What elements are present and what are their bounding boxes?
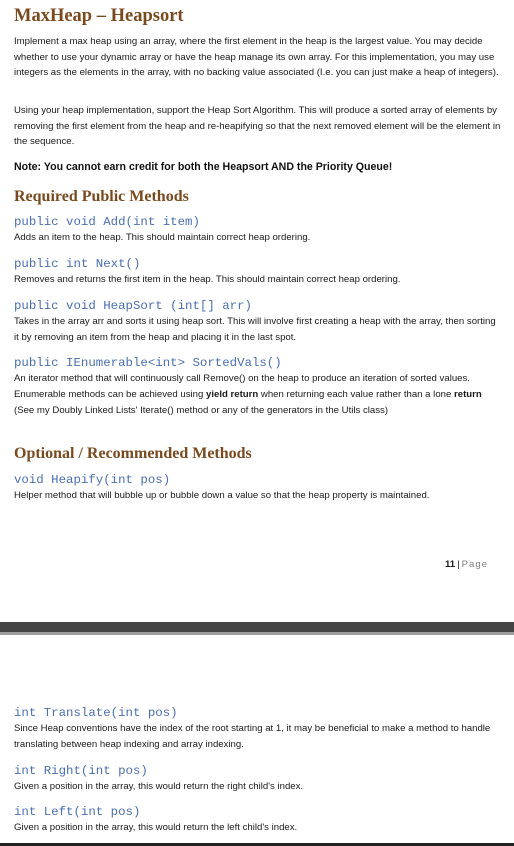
method-signature: public IEnumerable<int> SortedVals() bbox=[14, 356, 282, 370]
required-methods-heading-block bbox=[14, 187, 502, 207]
optional-methods-heading-block bbox=[14, 444, 502, 464]
method-description: Adds an item to the heap. This should maintain correct heap ordering. bbox=[14, 232, 311, 243]
intro-text-2: Using your heap implementation, support the Heap Sort Algorithm. This will produce a sorted array of elements by removing the first element from the heap and re-heapifying so that the next removed element will be the element in the sequence. bbox=[14, 105, 501, 148]
footer-separator: | bbox=[457, 559, 460, 570]
method-description bbox=[14, 371, 502, 419]
method-signature: int Left(int pos) bbox=[14, 805, 141, 819]
document-page-12 bbox=[0, 650, 514, 846]
intro-paragraph-1 bbox=[14, 34, 502, 81]
method-signature: public void Add(int item) bbox=[14, 215, 200, 229]
method-signature: public void HeapSort (int[] arr) bbox=[14, 299, 252, 313]
page-title: MaxHeap – Heapsort bbox=[14, 6, 184, 26]
method-next bbox=[14, 256, 502, 288]
yield-return-keyword: yield return bbox=[206, 389, 259, 400]
description-text: (See my Doubly Linked Lists' Iterate() method or any of the generators in the Utils class) bbox=[14, 405, 389, 416]
page-footer bbox=[445, 559, 488, 570]
method-description: Helper method that will bubble up or bubble down a value so that the heap property is maintained. bbox=[14, 490, 430, 501]
method-description: Since Heap conventions have the index of the root starting at 1, it may be beneficial to make a method to handle translating between heap indexing and array indexing. bbox=[14, 723, 491, 750]
return-keyword: return bbox=[454, 389, 482, 400]
intro-text-1: Implement a max heap using an array, where the first element in the heap is the largest value. You may decide whether to use your dynamic array or have the heap manage its own array. For this implementation, you may use integers as the elements in the array, with no backing value associated (I.e. you can just make a heap of integers). bbox=[14, 36, 499, 79]
method-translate bbox=[14, 705, 502, 753]
method-description: Removes and returns the first item in the heap. This should maintain correct heap ordering. bbox=[14, 274, 401, 285]
intro-paragraph-2 bbox=[14, 103, 502, 150]
method-right bbox=[14, 763, 502, 795]
page-title-block bbox=[14, 5, 502, 27]
footer-page-word: Page bbox=[461, 559, 488, 570]
method-sortedvals bbox=[14, 355, 502, 419]
required-methods-heading: Required Public Methods bbox=[14, 188, 189, 205]
page-break-bar bbox=[0, 622, 514, 632]
page-break-shadow bbox=[0, 632, 514, 635]
method-add bbox=[14, 214, 502, 246]
method-signature: int Right(int pos) bbox=[14, 764, 148, 778]
method-signature: void Heapify(int pos) bbox=[14, 473, 171, 487]
description-text: when returning each value rather than a lone bbox=[258, 389, 454, 400]
method-description: Given a position in the array, this would return the right child's index. bbox=[14, 781, 304, 792]
description-text: An iterator method that will continuously call Remove() on the heap to produce an iteration of sorted values. Enumerable methods can be achieved using bbox=[14, 373, 470, 400]
optional-methods-heading: Optional / Recommended Methods bbox=[14, 445, 252, 462]
method-description: Given a position in the array, this would return the left child's index. bbox=[14, 822, 298, 833]
method-heapsort bbox=[14, 298, 502, 346]
method-description: Takes in the array arr and sorts it using heap sort. This will involve first creating a heap with the array, then sorting it by removing an item from the heap and placing it in the last spot. bbox=[14, 316, 496, 343]
method-signature: int Translate(int pos) bbox=[14, 706, 178, 720]
page-number: 11 bbox=[444, 559, 456, 570]
note-paragraph bbox=[14, 159, 502, 175]
method-heapify bbox=[14, 472, 502, 504]
note-text: Note: You cannot earn credit for both the Heapsort AND the Priority Queue! bbox=[14, 161, 393, 173]
method-signature: public int Next() bbox=[14, 257, 141, 271]
method-left bbox=[14, 804, 502, 836]
